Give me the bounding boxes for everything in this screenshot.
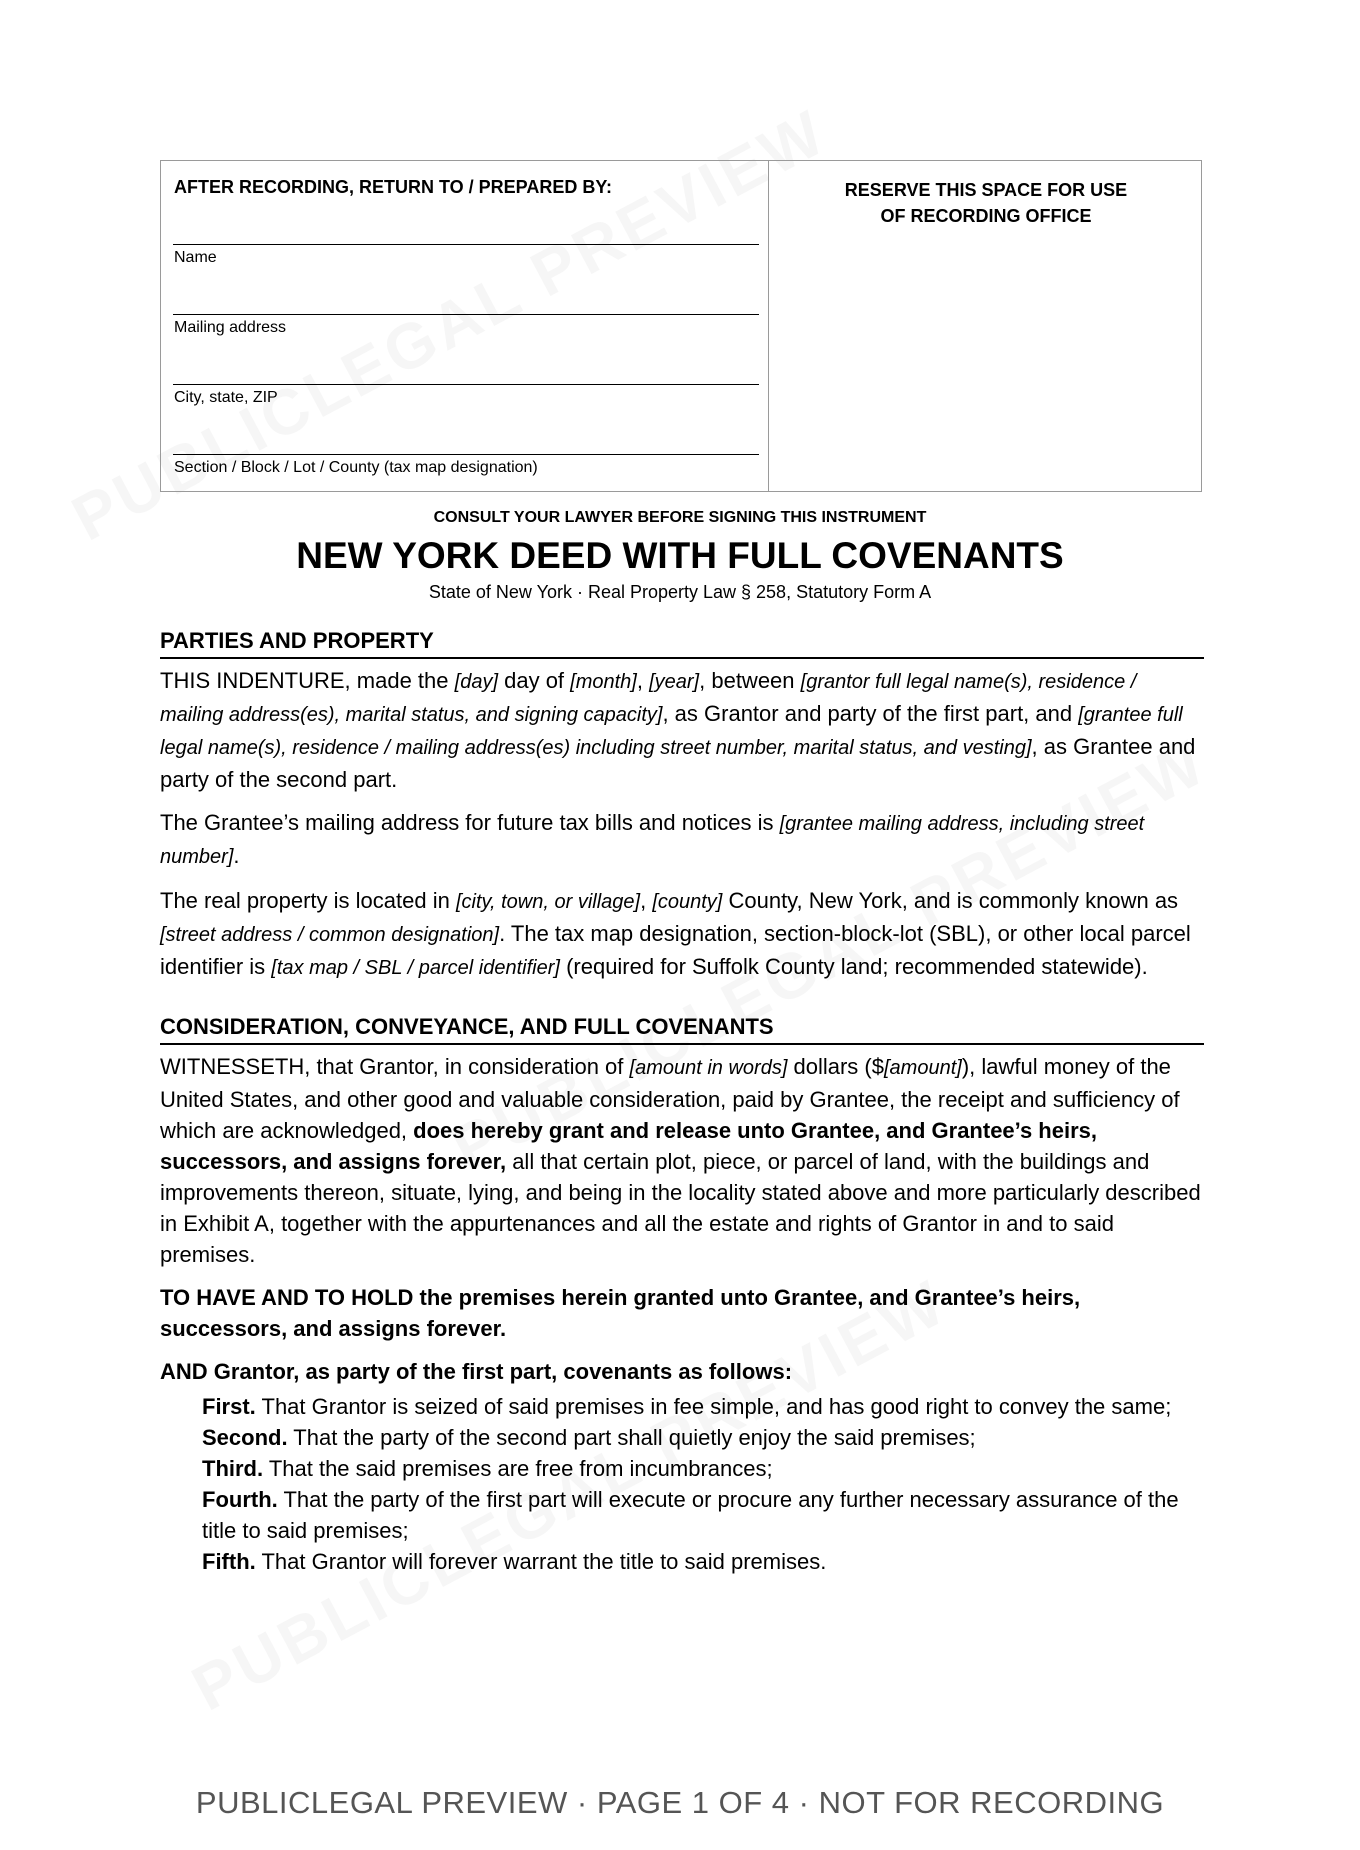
text: ,	[640, 888, 653, 913]
property-location-paragraph	[160, 885, 1204, 984]
city-state-zip-label: City, state, ZIP	[174, 389, 278, 406]
grant-clause: does hereby grant and release unto Grantee, and Grantee’s heirs, successors, and assigns forever,	[160, 1118, 1098, 1174]
placeholder-day: [day]	[454, 671, 498, 693]
placeholder-amount: [amount]	[883, 1057, 962, 1079]
name-label: Name	[174, 249, 217, 266]
recording-office-reserve	[769, 177, 1203, 229]
covenant-label: Fourth.	[202, 1487, 278, 1512]
reserve-line-2: OF RECORDING OFFICE	[880, 206, 1092, 226]
placeholder-grantee: [grantee full legal name(s), residence / mailing address(es) including street number, marital status, and vesting]	[160, 704, 1183, 759]
text: (required for Suffolk County land; recommended statewide).	[559, 954, 1148, 979]
habendum-clause: TO HAVE AND TO HOLD the premises herein granted unto Grantee, and Grantee’s heirs, successors, and assigns forever.	[160, 1285, 1081, 1341]
grantee-address-paragraph	[160, 807, 1204, 873]
mailing-address-line	[173, 314, 759, 315]
covenant-text: That the party of the first part will execute or procure any further necessary assurance of the title to said premises;	[202, 1487, 1179, 1543]
reserve-line-1: RESERVE THIS SPACE FOR USE	[844, 180, 1128, 200]
text: WITNESSETH, that Grantor, in consideration of	[160, 1054, 630, 1079]
name-line	[173, 244, 759, 245]
tax-map-label: Section / Block / Lot / County (tax map designation)	[174, 459, 538, 476]
mailing-address-label: Mailing address	[174, 319, 287, 336]
city-state-zip-line	[173, 384, 759, 385]
covenant-third	[202, 1453, 1204, 1484]
placeholder-amount-words: [amount in words]	[629, 1057, 788, 1079]
covenant-text: That the party of the second part shall quietly enjoy the said premises;	[287, 1425, 976, 1450]
return-to-panel	[161, 161, 769, 491]
tax-map-line	[173, 454, 759, 455]
text: , as Grantee and party of the second part.	[160, 734, 1196, 792]
covenant-label: Fifth.	[202, 1549, 256, 1574]
recording-header-box	[160, 160, 1202, 492]
placeholder-month: [month]	[570, 671, 637, 693]
text: .	[233, 843, 240, 868]
placeholder-county: [county]	[652, 891, 723, 913]
placeholder-city: [city, town, or village]	[455, 891, 641, 913]
text: The real property is located in	[160, 888, 456, 913]
covenant-second	[202, 1422, 1204, 1453]
witnesseth-paragraph	[160, 1051, 1204, 1270]
document-title: NEW YORK DEED WITH FULL COVENANTS	[296, 535, 1064, 576]
text: day of	[498, 668, 571, 693]
text: The Grantee’s mailing address for future tax bills and notices is	[160, 810, 780, 835]
consult-lawyer-notice: CONSULT YOUR LAWYER BEFORE SIGNING THIS INSTRUMENT	[433, 509, 927, 526]
section-heading-consideration: CONSIDERATION, CONVEYANCE, AND FULL COVENANTS	[160, 1014, 1204, 1045]
text: ), lawful money of the United States, and other good and valuable consideration, paid by Grantee, the receipt and sufficiency of which are acknowledged,	[160, 1054, 1180, 1143]
section-heading-parties: PARTIES AND PROPERTY	[160, 628, 1204, 659]
text: dollars ($	[787, 1054, 884, 1079]
text: , between	[699, 668, 801, 693]
covenant-first	[202, 1391, 1204, 1422]
text: THIS INDENTURE, made the	[160, 668, 455, 693]
preview-footer: PUBLICLEGAL PREVIEW · PAGE 1 OF 4 · NOT FOR RECORDING	[195, 1785, 1165, 1820]
covenants-heading: AND Grantor, as party of the first part, covenants as follows:	[160, 1359, 793, 1384]
covenant-fifth	[202, 1546, 1204, 1577]
placeholder-street-address: [street address / common designation]	[160, 924, 500, 946]
text: all that certain plot, piece, or parcel of land, with the buildings and improvements thereon, situate, lying, and being in the locality stated above and more particularly described in Exhibit A, together with the appurtenances and all the estate and rights of Grantor in and to said premises.	[160, 1149, 1201, 1267]
covenant-text: That the said premises are free from incumbrances;	[263, 1456, 773, 1481]
covenant-label: First.	[202, 1394, 256, 1419]
text: . The tax map designation, section-block-lot (SBL), or other local parcel identifier is	[160, 921, 1191, 979]
covenant-text: That Grantor will forever warrant the title to said premises.	[255, 1549, 827, 1574]
text: ,	[636, 668, 650, 693]
parties-paragraph	[160, 665, 1204, 795]
placeholder-grantor: [grantor full legal name(s), residence / mailing address(es), marital status, and signing capacity]	[160, 671, 1137, 726]
placeholder-tax-map: [tax map / SBL / parcel identifier]	[271, 957, 560, 979]
document-subtitle: State of New York · Real Property Law § 258, Statutory Form A	[428, 582, 932, 602]
covenant-fourth	[202, 1484, 1204, 1546]
placeholder-year: [year]	[649, 671, 700, 693]
return-to-title: AFTER RECORDING, RETURN TO / PREPARED BY:	[174, 177, 613, 197]
placeholder-grantee-address: [grantee mailing address, including street number]	[160, 813, 1145, 868]
text: , as Grantor and party of the first part, and	[662, 701, 1079, 726]
covenant-text: That Grantor is seized of said premises in fee simple, and has good right to convey the same;	[255, 1394, 1172, 1419]
covenant-label: Third.	[202, 1456, 264, 1481]
covenant-label: Second.	[202, 1425, 288, 1450]
document-body	[160, 628, 1204, 1577]
text: County, New York, and is commonly known as	[722, 888, 1179, 913]
